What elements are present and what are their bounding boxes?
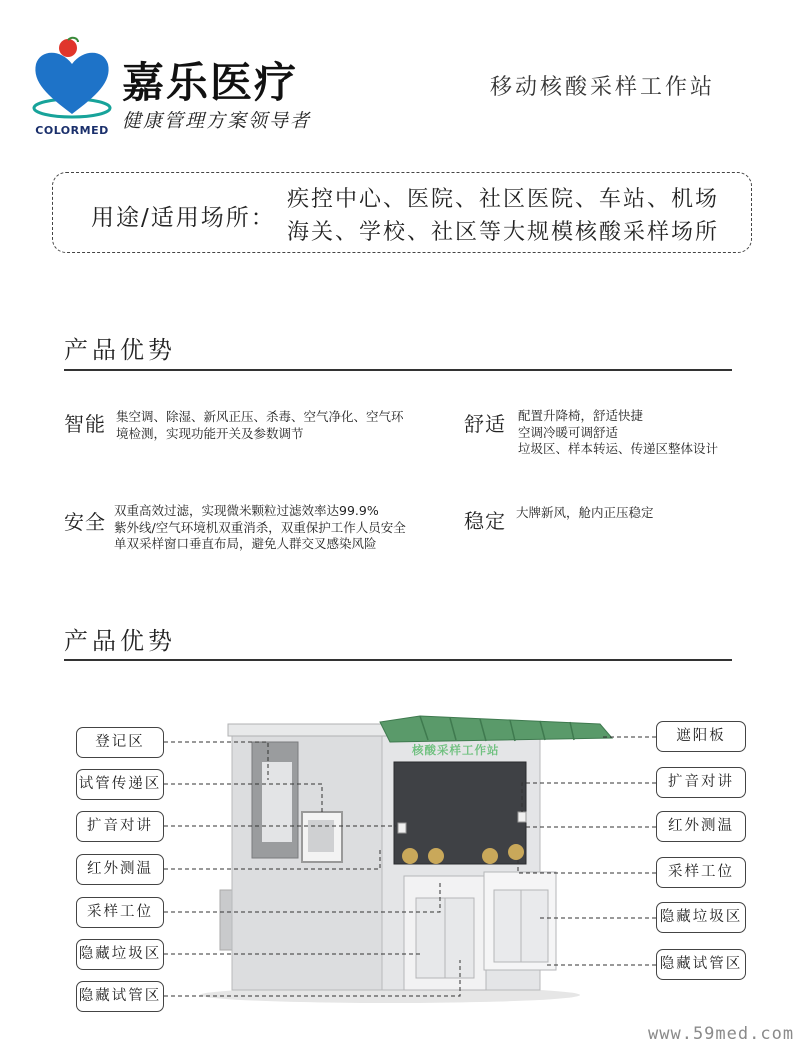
- feature-desc-line: 境检测，实现功能开关及参数调节: [116, 425, 304, 441]
- callout-ir-temp-left: 红外测温: [76, 854, 164, 885]
- usage-line-2: 海关、学校、社区等大规模核酸采样场所: [287, 220, 720, 245]
- watermark: www.59med.com: [648, 1024, 795, 1044]
- feature-desc-line: 空调冷暖可调舒适: [518, 424, 619, 440]
- callout-sunshade: 遮阳板: [656, 721, 746, 752]
- feature-desc-comfort: [518, 408, 718, 458]
- brand-slogan: 健康管理方案领导者: [122, 110, 312, 132]
- diagram-title: 产品优势: [64, 627, 176, 655]
- feature-desc-line: 双重高效过滤，实现微米颗粒过滤效率达99.9%: [114, 503, 379, 518]
- callout-ir-temp-right: 红外测温: [656, 811, 746, 842]
- feature-desc-line: 集空调、除湿、新风正压、杀毒、空气净化、空气环: [116, 409, 404, 424]
- booth-sign: 核酸采样工作站: [412, 743, 500, 757]
- callout-sampling-right: 采样工位: [656, 857, 746, 888]
- brand-name: 嘉乐医疗: [122, 58, 299, 107]
- callout-tube-pass: 试管传递区: [76, 769, 164, 800]
- callout-intercom-right: 扩音对讲: [656, 767, 746, 798]
- feature-desc-smart: [116, 409, 404, 442]
- usage-box: [52, 172, 752, 253]
- colormed-logo: [30, 36, 114, 140]
- feature-desc-line: 垃圾区、样本转运、传递区整体设计: [518, 441, 719, 456]
- callout-intercom-left: 扩音对讲: [76, 811, 164, 842]
- callout-registration: 登记区: [76, 727, 164, 758]
- callout-hidden-tube-right: 隐藏试管区: [656, 949, 746, 980]
- feature-desc-line: 单双采样窗口垂直布局，避免人群交叉感染风险: [114, 536, 377, 551]
- feature-desc-safety: [114, 503, 406, 553]
- heart-logo-icon: [30, 36, 114, 126]
- advantages-divider: [64, 369, 732, 371]
- feature-desc-line: 紫外线/空气环境机双重消杀，双重保护工作人员安全: [114, 519, 406, 535]
- logo-text: COLORMED: [35, 124, 109, 137]
- feature-desc-line: 大牌新风，舱内正压稳定: [516, 505, 654, 520]
- usage-label: 用途/适用场所：: [91, 205, 276, 231]
- usage-line-1: 疾控中心、医院、社区医院、车站、机场: [287, 187, 720, 212]
- callout-hidden-trash-right: 隐藏垃圾区: [656, 902, 746, 933]
- callout-sampling-left: 采样工位: [76, 897, 164, 928]
- diagram-divider: [64, 659, 732, 661]
- feature-desc-line: 配置升降椅，舒适快捷: [518, 408, 644, 423]
- callout-hidden-tube-left: 隐藏试管区: [76, 981, 164, 1012]
- feature-title-smart: 智能: [64, 412, 106, 436]
- feature-title-stability: 稳定: [464, 509, 506, 533]
- advantages-title: 产品优势: [64, 336, 176, 364]
- feature-title-comfort: 舒适: [464, 412, 506, 436]
- feature-desc-stability: [516, 505, 654, 522]
- callout-hidden-trash-left: 隐藏垃圾区: [76, 939, 164, 970]
- page-title: 移动核酸采样工作站: [490, 75, 716, 100]
- feature-title-safety: 安全: [64, 510, 106, 534]
